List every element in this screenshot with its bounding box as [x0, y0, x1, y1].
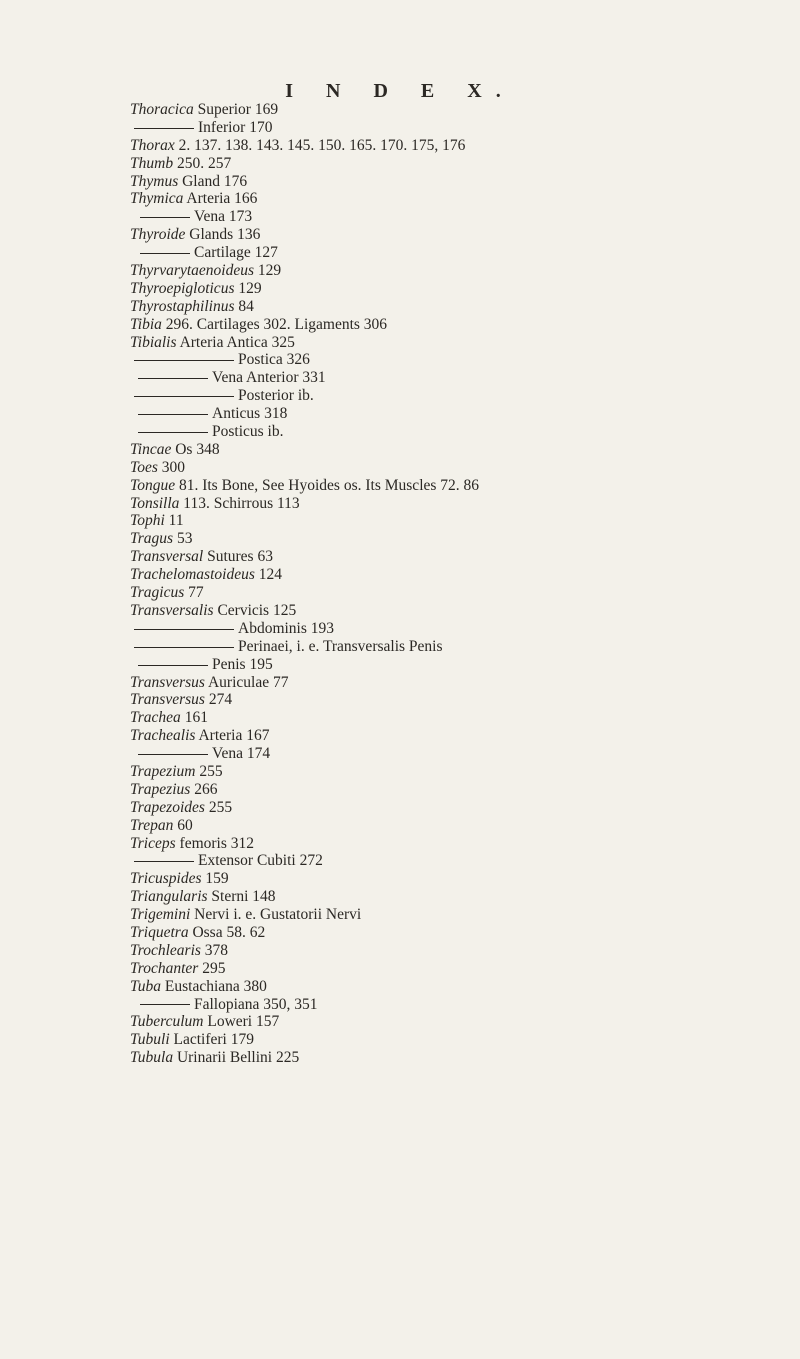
- ditto-dash: [134, 647, 234, 648]
- entry-text: Cartilage 127: [194, 244, 278, 262]
- index-entry: [130, 208, 790, 226]
- entry-term: Tibialis: [130, 333, 177, 351]
- entry-term: Trachealis: [130, 727, 196, 745]
- entry-term: Trepan: [130, 816, 174, 834]
- entry-text: 255: [199, 762, 223, 780]
- entry-text: Lactiferi 179: [173, 1031, 254, 1049]
- entry-term: Tincae: [130, 440, 172, 458]
- entry-text: 77: [188, 584, 204, 602]
- entry-text: 266: [194, 780, 218, 798]
- index-entry: [130, 691, 790, 709]
- entry-term: Thyrostaphilinus: [130, 297, 235, 315]
- entry-text: Loweri 157: [207, 1013, 280, 1031]
- index-entry: [130, 781, 790, 799]
- entry-text: Os 348: [175, 440, 220, 458]
- index-entry: [130, 870, 790, 888]
- index-entry: [130, 548, 790, 566]
- entry-term: Toes: [130, 458, 158, 476]
- entry-term: Tibia: [130, 315, 162, 333]
- entry-term: Tragus: [130, 530, 174, 548]
- entry-text: Postica 326: [238, 351, 310, 369]
- index-entry: [130, 226, 790, 244]
- ditto-dash: [134, 629, 234, 630]
- index-entry: [130, 477, 790, 495]
- ditto-dash: [140, 217, 190, 218]
- entry-text: Sterni 148: [211, 888, 276, 906]
- index-entry: [130, 101, 790, 119]
- entry-term: Tricuspides: [130, 870, 202, 888]
- entry-term: Triceps: [130, 834, 176, 852]
- ditto-dash: [138, 754, 208, 755]
- entry-term: Thoracica: [130, 101, 194, 118]
- index-entry: [130, 334, 790, 352]
- entry-term: Tubuli: [130, 1031, 170, 1049]
- entry-text: femoris 312: [179, 834, 255, 852]
- index-entry: [130, 656, 790, 674]
- entry-term: Trapezium: [130, 762, 196, 780]
- entry-term: Tuberculum: [130, 1013, 204, 1031]
- entry-text: Fallopiana 350, 351: [194, 995, 318, 1013]
- index-entry: [130, 387, 790, 405]
- entry-text: 274: [208, 691, 233, 709]
- entry-term: Tragicus: [130, 584, 185, 602]
- entry-text: 84: [238, 297, 254, 315]
- index-entry: [130, 244, 790, 262]
- entry-text: 250. 257: [176, 154, 232, 172]
- entry-text: 81. Its Bone, See Hyoides os. Its Muscles 72. 86: [178, 476, 480, 494]
- entry-text: Auriculae 77: [207, 673, 289, 691]
- ditto-dash: [138, 378, 208, 379]
- entry-term: Trochlearis: [130, 941, 201, 959]
- entry-text: Posticus ib.: [212, 423, 284, 441]
- ditto-dash: [140, 1004, 190, 1005]
- entry-term: Thyrvarytaenoideus: [130, 262, 254, 280]
- ditto-dash: [134, 360, 234, 361]
- index-entry: [130, 817, 790, 835]
- entry-text: 60: [177, 816, 193, 834]
- index-entry: [130, 978, 790, 996]
- entry-text: 161: [184, 709, 208, 727]
- entry-text: Inferior 170: [198, 118, 273, 136]
- entry-text: 124: [258, 566, 282, 584]
- ditto-dash: [134, 128, 194, 129]
- entry-term: Thyroepigloticus: [130, 279, 235, 297]
- index-entry: [130, 960, 790, 978]
- index-entry: [130, 852, 790, 870]
- entry-text: 300: [161, 458, 185, 476]
- index-entry: [130, 405, 790, 423]
- index-entry: [130, 298, 790, 316]
- ditto-dash: [134, 396, 234, 397]
- entry-text: 378: [204, 941, 229, 959]
- index-entry: [130, 674, 790, 692]
- entry-term: Trapezius: [130, 780, 191, 798]
- entry-term: Transversus: [130, 691, 205, 709]
- entry-text: Arteria 166: [186, 190, 258, 208]
- entry-term: Tongue: [130, 476, 176, 494]
- index-entry: [130, 1013, 790, 1031]
- index-entry: [130, 602, 790, 620]
- entry-text: 159: [205, 870, 229, 888]
- entry-term: Triquetra: [130, 923, 189, 941]
- entry-text: Eustachiana 380: [164, 977, 267, 995]
- entry-text: Vena Anterior 331: [212, 369, 326, 387]
- entry-text: Extensor Cubiti 272: [198, 852, 323, 870]
- entry-text: 113. Schirrous 113: [183, 494, 300, 512]
- entry-text: Perinaei, i. e. Transversalis Penis: [238, 637, 443, 655]
- entry-text: Ossa 58. 62: [192, 923, 266, 941]
- entry-term: Tuba: [130, 977, 162, 995]
- index-entry: [130, 530, 790, 548]
- entry-term: Transversal: [130, 548, 204, 566]
- index-entry: [130, 495, 790, 513]
- index-entry: [130, 1031, 790, 1049]
- entry-text: 296. Cartilages 302. Ligaments 306: [165, 315, 388, 333]
- entry-term: Trachelomastoideus: [130, 566, 255, 584]
- index-entry: [130, 638, 790, 656]
- entry-term: Transversalis: [130, 601, 214, 619]
- entry-text: 53: [176, 530, 193, 548]
- entry-text: Penis 195: [212, 655, 273, 673]
- entry-term: Trapezoides: [130, 798, 205, 816]
- index-entry: [130, 799, 790, 817]
- index-entry: [130, 423, 790, 441]
- index-entry: [130, 745, 790, 763]
- index-entry: [130, 763, 790, 781]
- entry-term: Tubula: [130, 1049, 174, 1067]
- entry-text: Vena 173: [194, 208, 253, 226]
- page-heading: I N D E X.: [285, 80, 515, 102]
- entry-term: Thumb: [130, 154, 174, 172]
- index-entry: [130, 119, 790, 137]
- entry-text: Abdominis 193: [238, 619, 335, 637]
- entry-term: Thymica: [130, 190, 184, 208]
- index-entry: [130, 190, 790, 208]
- entry-term: Trachea: [130, 709, 181, 727]
- index-entry: [130, 996, 790, 1014]
- entry-text: 11: [168, 512, 184, 530]
- index-entry: [130, 906, 790, 924]
- entry-term: Thyroide: [130, 226, 186, 244]
- index-entry: [130, 566, 790, 584]
- entry-text: Glands 136: [189, 226, 261, 244]
- entry-text: Arteria Antica 325: [179, 333, 295, 351]
- index-entry: [130, 584, 790, 602]
- index-entry: [130, 351, 790, 369]
- index-entry: [130, 280, 790, 298]
- entry-text: Sutures 63: [207, 548, 273, 566]
- index-entry: [130, 369, 790, 387]
- entry-term: Trigemini: [130, 906, 191, 924]
- index-entry: [130, 173, 790, 191]
- entry-text: 295: [202, 959, 226, 977]
- entry-term: Tonsilla: [130, 494, 180, 512]
- index-entry: [130, 709, 790, 727]
- ditto-dash: [138, 665, 208, 666]
- ditto-dash: [138, 414, 208, 415]
- entry-text: Vena 174: [212, 745, 271, 763]
- index-entry: [130, 441, 790, 459]
- index-entry: [130, 137, 790, 155]
- ditto-dash: [134, 861, 194, 862]
- ditto-dash: [138, 432, 208, 433]
- entry-term: Tophi: [130, 512, 165, 530]
- entry-text: Nervi i. e. Gustatorii Nervi: [194, 906, 362, 924]
- entry-text: 129: [238, 279, 262, 297]
- index-entry: [130, 924, 790, 942]
- index-entry: [130, 942, 790, 960]
- entry-text: Urinarii Bellini 225: [176, 1049, 300, 1067]
- index-entry: [130, 620, 790, 638]
- entry-text: 129: [257, 262, 282, 280]
- index-entry: [130, 262, 790, 280]
- entry-term: Thorax: [130, 136, 175, 154]
- entry-text: Anticus 318: [212, 405, 288, 423]
- index-entry: [130, 155, 790, 173]
- entry-text: Arteria 167: [198, 727, 270, 745]
- index-entry: [130, 835, 790, 853]
- entry-term: Trochanter: [130, 959, 199, 977]
- entry-text: Superior 169: [197, 101, 279, 118]
- entry-term: Triangularis: [130, 888, 208, 906]
- entry-term: Thymus: [130, 172, 179, 190]
- index-entry: [130, 316, 790, 334]
- entry-text: Posterior ib.: [238, 387, 314, 405]
- ditto-dash: [140, 253, 190, 254]
- entry-text: Cervicis 125: [217, 601, 297, 619]
- index-entry: [130, 727, 790, 745]
- index-entry: [130, 512, 790, 530]
- entry-text: Gland 176: [182, 172, 248, 190]
- entry-text: 2. 137. 138. 143. 145. 150. 165. 170. 175, 176: [178, 136, 466, 154]
- index-entry-list: [130, 101, 790, 1067]
- index-entry: [130, 888, 790, 906]
- index-entry: [130, 1049, 790, 1067]
- entry-term: Transversus: [130, 673, 205, 691]
- entry-text: 255: [208, 798, 233, 816]
- index-entry: [130, 459, 790, 477]
